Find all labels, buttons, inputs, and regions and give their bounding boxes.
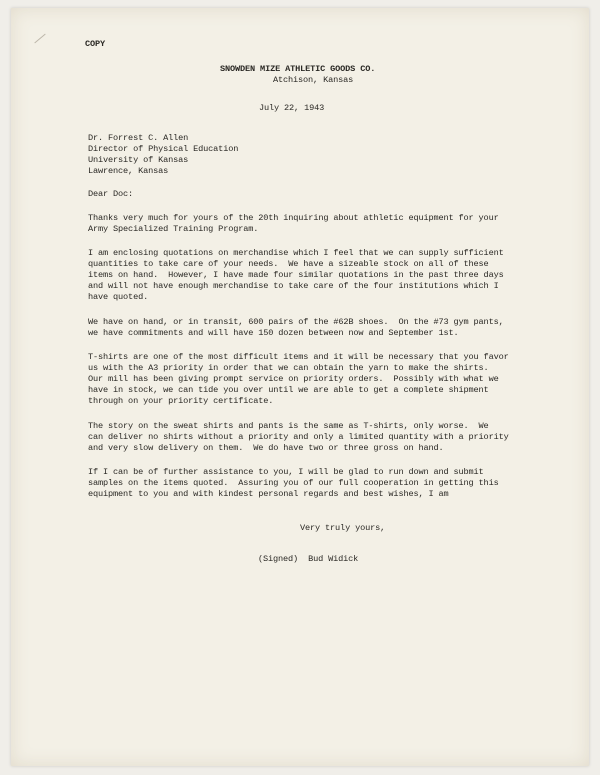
recipient-line: Lawrence, Kansas <box>88 166 169 176</box>
recipient-line: University of Kansas <box>88 155 189 165</box>
body-line: We have on hand, or in transit, 600 pairs of the #62B shoes. On the #73 gym pants, <box>88 317 504 327</box>
body-line: Our mill has been giving prompt service on priority orders. Possibly with what we <box>88 374 499 384</box>
body-line: and very slow delivery on them. We do have two or three gross on hand. <box>88 443 444 453</box>
body-line: The story on the sweat shirts and pants is the same as T-shirts, only worse. We <box>88 421 489 431</box>
body-line: can deliver no shirts without a priority and only a limited quantity with a priority <box>88 432 509 442</box>
copy-label: COPY <box>85 39 106 49</box>
body-line: have in stock, we can tide you over until we are able to get a complete shipment <box>88 385 489 395</box>
body-line: Thanks very much for yours of the 20th inquiring about athletic equipment for your <box>88 213 499 223</box>
salutation: Dear Doc: <box>88 189 134 199</box>
body-line: Army Specialized Training Program. <box>88 224 259 234</box>
body-line: us with the A3 priority in order that we can obtain the yarn to make the shirts. <box>88 363 489 373</box>
body-line: samples on the items quoted. Assuring you of our full cooperation in getting this <box>88 478 499 488</box>
body-line: If I can be of further assistance to you, I will be glad to run down and submit <box>88 467 484 477</box>
letter-date: July 22, 1943 <box>259 103 325 113</box>
body-line: we have commitments and will have 150 dozen between now and September 1st. <box>88 328 459 338</box>
closing: Very truly yours, <box>300 523 386 533</box>
signature: (Signed) Bud Widick <box>258 554 359 564</box>
body-line: through on your priority certificate. <box>88 396 274 406</box>
pencil-mark <box>34 34 45 44</box>
body-line: have quoted. <box>88 292 149 302</box>
recipient-line: Dr. Forrest C. Allen <box>88 133 189 143</box>
body-line: equipment to you and with kindest personal regards and best wishes, I am <box>88 489 449 499</box>
body-line: and will not have enough merchandise to take care of the four institutions which I <box>88 281 499 291</box>
recipient-line: Director of Physical Education <box>88 144 239 154</box>
letterhead-company: SNOWDEN MIZE ATHLETIC GOODS CO. <box>220 64 376 74</box>
letter-page <box>11 8 589 766</box>
body-line: I am enclosing quotations on merchandise which I feel that we can supply sufficient <box>88 248 504 258</box>
body-line: items on hand. However, I have made four similar quotations in the past three days <box>88 270 504 280</box>
body-line: T-shirts are one of the most difficult items and it will be necessary that you favor <box>88 352 509 362</box>
body-line: quantities to take care of your needs. We have a sizeable stock on all of these <box>88 259 489 269</box>
letterhead-city: Atchison, Kansas <box>273 75 354 85</box>
